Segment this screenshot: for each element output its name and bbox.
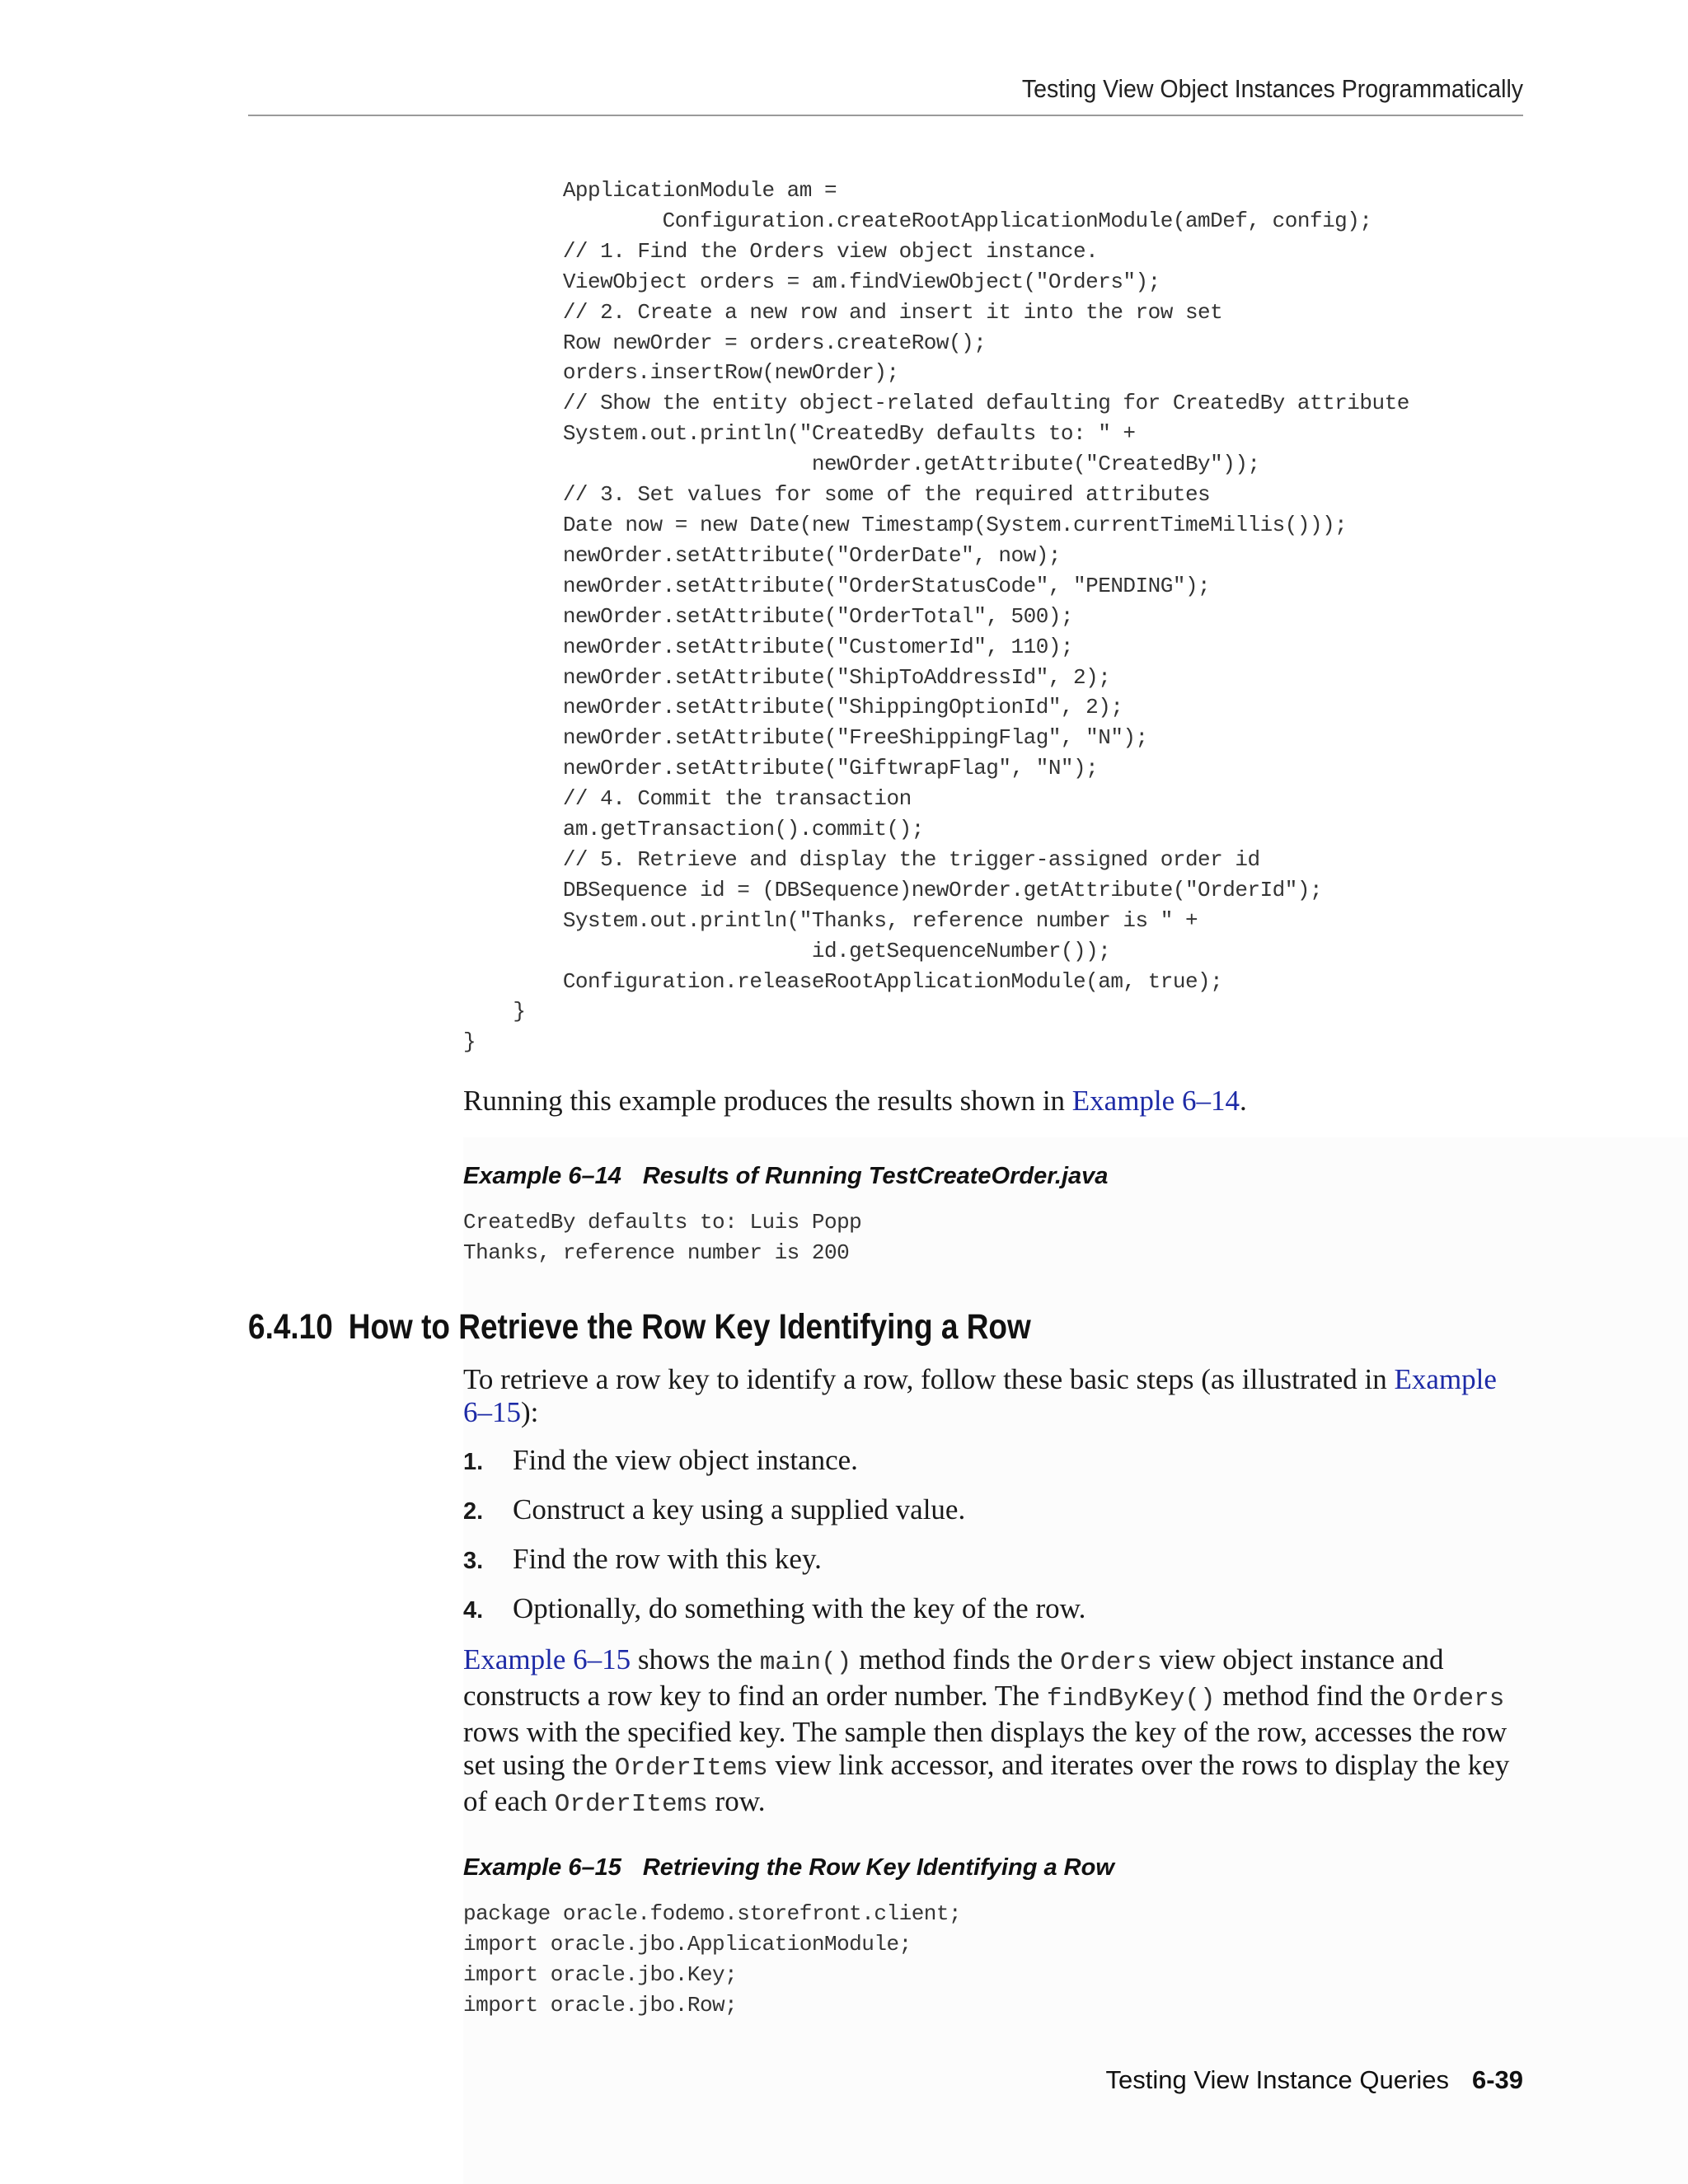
intro-paragraph: [463, 1363, 1526, 1429]
paragraph-text: Running this example produces the results shown in: [463, 1085, 1072, 1117]
code-line: }: [513, 999, 526, 1024]
example-6-14-link[interactable]: Example 6–14: [1071, 1085, 1240, 1117]
code-line: am.getTransaction().commit();: [562, 817, 924, 842]
example-6-14-caption: [463, 1163, 1108, 1190]
code-line: Row newOrder = orders.createRow();: [562, 330, 987, 355]
step-number: 4.: [463, 1597, 484, 1624]
code-line: Date now = new Date(new Timestamp(System.currentTimeMillis()));: [562, 512, 1348, 537]
step-text: Construct a key using a supplied value.: [513, 1493, 966, 1526]
inline-code: findByKey(): [1046, 1685, 1216, 1713]
paragraph-text: method finds the: [851, 1643, 1061, 1675]
paragraph-text: rows with the specified key. The sample then displays the key of the row, accesses the row set using the: [463, 1716, 1507, 1781]
code-line: newOrder.setAttribute("FreeShippingFlag", "N");: [562, 725, 1148, 751]
code-line: Configuration.releaseRootApplicationModule(am, true);: [562, 968, 1223, 994]
section-title: How to Retrieve the Row Key Identifying a Row: [348, 1307, 1031, 1347]
code-line: newOrder.setAttribute("OrderDate", now);: [562, 542, 1061, 568]
code-line: ApplicationModule am =: [562, 178, 837, 203]
paragraph-text: row.: [707, 1785, 766, 1817]
step-number: 2.: [463, 1498, 484, 1525]
inline-code: Orders: [1060, 1648, 1152, 1677]
code-line: import oracle.jbo.Key;: [463, 1961, 738, 1987]
example-6-15-link[interactable]: Example 6–15: [463, 1363, 1497, 1428]
example-number: Example 6–15: [463, 1854, 621, 1881]
running-header: Testing View Object Instances Programmatically: [1021, 74, 1523, 103]
code-line: CreatedBy defaults to: Luis Popp: [463, 1210, 862, 1235]
code-line: Thanks, reference number is 200: [463, 1240, 850, 1265]
code-line: // 5. Retrieve and display the trigger-assigned order id: [562, 846, 1260, 872]
example-6-15-code: [463, 1899, 961, 2021]
example-number: Example 6–14: [463, 1163, 621, 1189]
code-line: newOrder.setAttribute("OrderTotal", 500);: [562, 603, 1074, 629]
code-line: newOrder.setAttribute("ShippingOptionId", 2);: [562, 695, 1123, 720]
code-line: package oracle.fodemo.storefront.client;: [463, 1901, 962, 1926]
paragraph-text: ):: [521, 1396, 539, 1428]
page-footer: [1106, 2065, 1523, 2095]
example-6-15-link[interactable]: Example 6–15: [463, 1643, 631, 1675]
header-divider: [248, 115, 1523, 116]
step-number: 1.: [463, 1449, 484, 1475]
example-title: Results of Running TestCreateOrder.java: [642, 1163, 1109, 1189]
paragraph-text: To retrieve a row key to identify a row, follow these basic steps (as illustrated in: [463, 1363, 1395, 1395]
code-line: Configuration.createRootApplicationModule(amDef, config);: [662, 208, 1372, 233]
example-6-14-output: [463, 1207, 861, 1268]
results-paragraph: [463, 1085, 1526, 1118]
paragraph-text: view object instance and constructs a row key to find an order number. The: [463, 1643, 1444, 1712]
section-number: 6.4.10: [248, 1307, 333, 1347]
paragraph-text: shows the: [631, 1643, 760, 1675]
code-line: ViewObject orders = am.findViewObject("Orders");: [562, 269, 1160, 294]
code-line: newOrder.setAttribute("CustomerId", 110);: [562, 634, 1074, 659]
paragraph-text: method find the: [1215, 1680, 1413, 1712]
inline-code: Orders: [1412, 1685, 1505, 1713]
example-6-15-caption: [463, 1854, 1114, 1882]
paragraph-text: .: [1239, 1085, 1247, 1117]
description-paragraph: [463, 1643, 1526, 1821]
code-line: newOrder.getAttribute("CreatedBy"));: [811, 452, 1260, 477]
step-text: Find the row with this key.: [513, 1543, 822, 1575]
code-line: System.out.println("CreatedBy defaults to: " +: [562, 421, 1136, 447]
code-line: DBSequence id = (DBSequence)newOrder.getAttribute("OrderId");: [562, 877, 1323, 902]
inline-code: OrderItems: [554, 1790, 708, 1819]
code-line: import oracle.jbo.ApplicationModule;: [463, 1931, 912, 1957]
code-line: newOrder.setAttribute("ShipToAddressId", 2);: [562, 664, 1111, 690]
example-title: Retrieving the Row Key Identifying a Row: [642, 1854, 1114, 1881]
code-listing-continued: [463, 176, 1409, 1057]
code-line: orders.insertRow(newOrder);: [562, 360, 899, 386]
code-line: // 2. Create a new row and insert it into the row set: [562, 299, 1223, 325]
code-line: newOrder.setAttribute("OrderStatusCode", "PENDING");: [562, 573, 1211, 598]
page-number: 6-39: [1471, 2065, 1523, 2094]
code-line: // Show the entity object-related defaulting for CreatedBy attribute: [562, 391, 1409, 416]
code-line: // 4. Commit the transaction: [562, 786, 912, 812]
footer-section-title: Testing View Instance Queries: [1105, 2065, 1449, 2094]
step-text: Optionally, do something with the key of the row.: [513, 1592, 1086, 1624]
code-line: }: [463, 1029, 476, 1055]
step-text: Find the view object instance.: [513, 1444, 858, 1476]
inline-code: OrderItems: [614, 1754, 768, 1783]
paragraph-text: view link accessor, and iterates over the rows to display the key of each: [463, 1749, 1510, 1817]
inline-code: main(): [759, 1648, 852, 1677]
section-heading: [248, 1307, 1031, 1347]
code-line: id.getSequenceNumber());: [811, 938, 1111, 963]
code-line: newOrder.setAttribute("GiftwrapFlag", "N");: [562, 756, 1099, 781]
code-line: // 3. Set values for some of the required attributes: [562, 482, 1211, 508]
code-line: // 1. Find the Orders view object instance.: [562, 238, 1099, 264]
code-line: import oracle.jbo.Row;: [463, 1992, 738, 2018]
code-line: System.out.println("Thanks, reference number is " +: [562, 907, 1198, 933]
step-number: 3.: [463, 1548, 484, 1574]
